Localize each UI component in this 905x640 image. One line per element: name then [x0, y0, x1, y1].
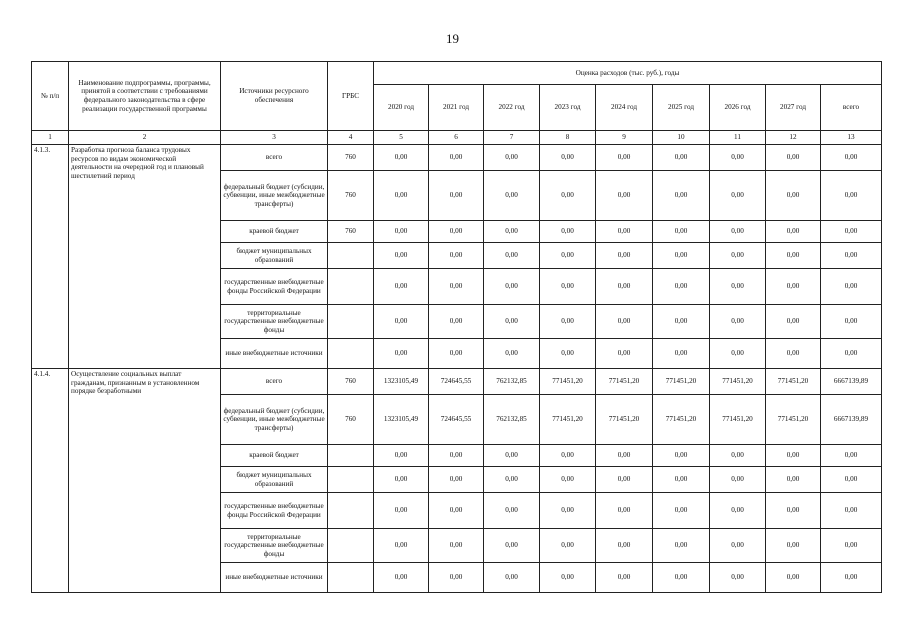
header-year-2026: 2026 год — [710, 85, 766, 131]
header-year-2021: 2021 год — [429, 85, 484, 131]
year-value: 0,00 — [374, 243, 429, 269]
year-value: 0,00 — [710, 145, 766, 171]
year-value: 0,00 — [374, 467, 429, 493]
year-value: 0,00 — [484, 339, 540, 369]
column-number: 8 — [540, 131, 596, 145]
year-value: 0,00 — [374, 269, 429, 305]
year-value: 0,00 — [484, 467, 540, 493]
header-year-2024: 2024 год — [596, 85, 653, 131]
year-value: 0,00 — [484, 563, 540, 593]
header-year-2022: 2022 год — [484, 85, 540, 131]
year-value: 0,00 — [429, 305, 484, 339]
funding-source: федеральный бюджет (субсидии, субвенции, иные межбюджетные трансферты) — [221, 395, 328, 445]
funding-source: бюджет муниципальных образований — [221, 243, 328, 269]
year-value: 0,00 — [596, 243, 653, 269]
year-value: 0,00 — [766, 305, 821, 339]
year-value: 0,00 — [653, 269, 710, 305]
year-value: 0,00 — [653, 493, 710, 529]
year-value: 771451,20 — [710, 369, 766, 395]
year-value: 0,00 — [766, 529, 821, 563]
year-value: 0,00 — [653, 305, 710, 339]
year-value: 0,00 — [429, 493, 484, 529]
total-value: 0,00 — [821, 529, 882, 563]
year-value: 0,00 — [540, 171, 596, 221]
year-value: 0,00 — [484, 493, 540, 529]
year-value: 0,00 — [429, 529, 484, 563]
year-value: 771451,20 — [710, 395, 766, 445]
year-value: 0,00 — [766, 493, 821, 529]
item-number: 4.1.3. — [32, 145, 69, 369]
year-value: 771451,20 — [653, 395, 710, 445]
grbs-code — [328, 243, 374, 269]
year-value: 771451,20 — [653, 369, 710, 395]
column-number-row — [32, 131, 882, 145]
year-value: 0,00 — [596, 563, 653, 593]
grbs-code — [328, 467, 374, 493]
column-number: 10 — [653, 131, 710, 145]
year-value: 0,00 — [484, 445, 540, 467]
column-number: 2 — [69, 131, 221, 145]
grbs-code — [328, 269, 374, 305]
year-value: 0,00 — [374, 563, 429, 593]
year-value: 0,00 — [766, 467, 821, 493]
funding-source: государственные внебюджетные фонды Российской Федерации — [221, 493, 328, 529]
year-value: 0,00 — [484, 305, 540, 339]
column-number: 11 — [710, 131, 766, 145]
year-value: 0,00 — [484, 221, 540, 243]
year-value: 771451,20 — [596, 395, 653, 445]
year-value: 0,00 — [429, 243, 484, 269]
table-row — [32, 145, 882, 171]
year-value: 0,00 — [653, 221, 710, 243]
year-value: 0,00 — [540, 445, 596, 467]
year-value: 1323105,49 — [374, 369, 429, 395]
funding-source: всего — [221, 145, 328, 171]
year-value: 762132,85 — [484, 369, 540, 395]
year-value: 0,00 — [484, 269, 540, 305]
year-value: 0,00 — [596, 339, 653, 369]
year-value: 0,00 — [540, 145, 596, 171]
year-value: 0,00 — [710, 221, 766, 243]
year-value: 0,00 — [596, 529, 653, 563]
year-value: 0,00 — [710, 269, 766, 305]
year-value: 0,00 — [710, 467, 766, 493]
table-row — [32, 369, 882, 395]
year-value: 0,00 — [596, 305, 653, 339]
year-value: 0,00 — [429, 145, 484, 171]
header-year-total: всего — [821, 85, 882, 131]
year-value: 0,00 — [596, 269, 653, 305]
year-value: 0,00 — [540, 493, 596, 529]
year-value: 0,00 — [653, 171, 710, 221]
grbs-code — [328, 445, 374, 467]
funding-source: иные внебюджетные источники — [221, 339, 328, 369]
year-value: 0,00 — [540, 529, 596, 563]
total-value: 0,00 — [821, 467, 882, 493]
year-value: 0,00 — [429, 171, 484, 221]
column-number: 3 — [221, 131, 328, 145]
grbs-code: 760 — [328, 395, 374, 445]
year-value: 0,00 — [484, 171, 540, 221]
year-value: 0,00 — [429, 445, 484, 467]
item-name: Осуществление социальных выплат гражданам, признанным в установленном порядке безработными — [69, 369, 221, 593]
year-value: 1323105,49 — [374, 395, 429, 445]
year-value: 0,00 — [596, 145, 653, 171]
year-value: 0,00 — [596, 493, 653, 529]
year-value: 0,00 — [374, 445, 429, 467]
total-value: 0,00 — [821, 339, 882, 369]
funding-source: краевой бюджет — [221, 221, 328, 243]
year-value: 0,00 — [710, 171, 766, 221]
table-header — [32, 62, 882, 145]
column-number: 1 — [32, 131, 69, 145]
year-value: 0,00 — [596, 221, 653, 243]
year-value: 0,00 — [710, 493, 766, 529]
year-value: 0,00 — [766, 339, 821, 369]
year-value: 771451,20 — [596, 369, 653, 395]
year-value: 0,00 — [653, 529, 710, 563]
header-year-2023: 2023 год — [540, 85, 596, 131]
funding-source: территориальные государственные внебюджетные фонды — [221, 529, 328, 563]
year-value: 0,00 — [766, 563, 821, 593]
header-grbs: ГРБС — [328, 62, 374, 131]
year-value: 0,00 — [596, 467, 653, 493]
column-number: 6 — [429, 131, 484, 145]
funding-source: иные внебюджетные источники — [221, 563, 328, 593]
year-value: 0,00 — [540, 563, 596, 593]
total-value: 0,00 — [821, 145, 882, 171]
total-value: 0,00 — [821, 563, 882, 593]
total-value: 0,00 — [821, 305, 882, 339]
year-value: 0,00 — [374, 171, 429, 221]
item-number: 4.1.4. — [32, 369, 69, 593]
year-value: 724645,55 — [429, 369, 484, 395]
year-value: 0,00 — [374, 529, 429, 563]
grbs-code — [328, 529, 374, 563]
year-value: 0,00 — [653, 145, 710, 171]
year-value: 0,00 — [540, 305, 596, 339]
year-value: 771451,20 — [540, 369, 596, 395]
year-value: 0,00 — [710, 339, 766, 369]
funding-source: бюджет муниципальных образований — [221, 467, 328, 493]
year-value: 0,00 — [484, 145, 540, 171]
header-cost-estimate: Оценка расходов (тыс. руб.), годы — [374, 62, 882, 85]
funding-source: всего — [221, 369, 328, 395]
year-value: 0,00 — [374, 493, 429, 529]
year-value: 0,00 — [540, 339, 596, 369]
funding-source: федеральный бюджет (субсидии, субвенции, иные межбюджетные трансферты) — [221, 171, 328, 221]
total-value: 6667139,89 — [821, 369, 882, 395]
year-value: 0,00 — [596, 171, 653, 221]
year-value: 0,00 — [710, 305, 766, 339]
year-value: 0,00 — [374, 145, 429, 171]
year-value: 0,00 — [429, 467, 484, 493]
year-value: 0,00 — [540, 269, 596, 305]
year-value: 0,00 — [374, 221, 429, 243]
year-value: 762132,85 — [484, 395, 540, 445]
year-value: 0,00 — [653, 563, 710, 593]
year-value: 0,00 — [540, 221, 596, 243]
total-value: 0,00 — [821, 445, 882, 467]
year-value: 0,00 — [653, 445, 710, 467]
column-number: 9 — [596, 131, 653, 145]
total-value: 0,00 — [821, 269, 882, 305]
year-value: 0,00 — [653, 467, 710, 493]
grbs-code — [328, 305, 374, 339]
year-value: 0,00 — [484, 243, 540, 269]
budget-table — [31, 61, 882, 593]
grbs-code — [328, 493, 374, 529]
column-number: 7 — [484, 131, 540, 145]
year-value: 0,00 — [540, 467, 596, 493]
year-value: 0,00 — [653, 339, 710, 369]
year-value: 771451,20 — [766, 369, 821, 395]
header-year-2020: 2020 год — [374, 85, 429, 131]
page-number: 19 — [446, 31, 459, 46]
item-name: Разработка прогноза баланса трудовых ресурсов по видам экономической деятельности на очередной год и плановый шестилетний период — [69, 145, 221, 369]
year-value: 0,00 — [766, 221, 821, 243]
year-value: 0,00 — [766, 145, 821, 171]
grbs-code: 760 — [328, 171, 374, 221]
year-value: 771451,20 — [540, 395, 596, 445]
year-value: 0,00 — [540, 243, 596, 269]
header-number: № п/п — [32, 62, 69, 131]
year-value: 0,00 — [484, 529, 540, 563]
year-value: 0,00 — [429, 563, 484, 593]
total-value: 6667139,89 — [821, 395, 882, 445]
year-value: 0,00 — [710, 529, 766, 563]
header-year-2027: 2027 год — [766, 85, 821, 131]
year-value: 0,00 — [429, 269, 484, 305]
year-value: 0,00 — [374, 339, 429, 369]
year-value: 0,00 — [766, 171, 821, 221]
total-value: 0,00 — [821, 221, 882, 243]
total-value: 0,00 — [821, 243, 882, 269]
year-value: 0,00 — [429, 339, 484, 369]
year-value: 0,00 — [710, 563, 766, 593]
grbs-code — [328, 563, 374, 593]
year-value: 771451,20 — [766, 395, 821, 445]
funding-source: территориальные государственные внебюджетные фонды — [221, 305, 328, 339]
year-value: 724645,55 — [429, 395, 484, 445]
year-value: 0,00 — [596, 445, 653, 467]
year-value: 0,00 — [710, 445, 766, 467]
funding-source: государственные внебюджетные фонды Российской Федерации — [221, 269, 328, 305]
year-value: 0,00 — [710, 243, 766, 269]
header-year-2025: 2025 год — [653, 85, 710, 131]
column-number: 5 — [374, 131, 429, 145]
grbs-code: 760 — [328, 221, 374, 243]
year-value: 0,00 — [766, 269, 821, 305]
year-value: 0,00 — [374, 305, 429, 339]
year-value: 0,00 — [653, 243, 710, 269]
total-value: 0,00 — [821, 171, 882, 221]
header-funding-source: Источники ресурсного обеспечения — [221, 62, 328, 131]
column-number: 4 — [328, 131, 374, 145]
total-value: 0,00 — [821, 493, 882, 529]
funding-source: краевой бюджет — [221, 445, 328, 467]
header-program-name: Наименование подпрограммы, программы, принятой в соответствии с требованиями федерального законодательства в сфере реализации государственной программы — [69, 62, 221, 131]
year-value: 0,00 — [766, 445, 821, 467]
column-number: 12 — [766, 131, 821, 145]
grbs-code — [328, 339, 374, 369]
year-value: 0,00 — [766, 243, 821, 269]
grbs-code: 760 — [328, 145, 374, 171]
year-value: 0,00 — [429, 221, 484, 243]
column-number: 13 — [821, 131, 882, 145]
grbs-code: 760 — [328, 369, 374, 395]
